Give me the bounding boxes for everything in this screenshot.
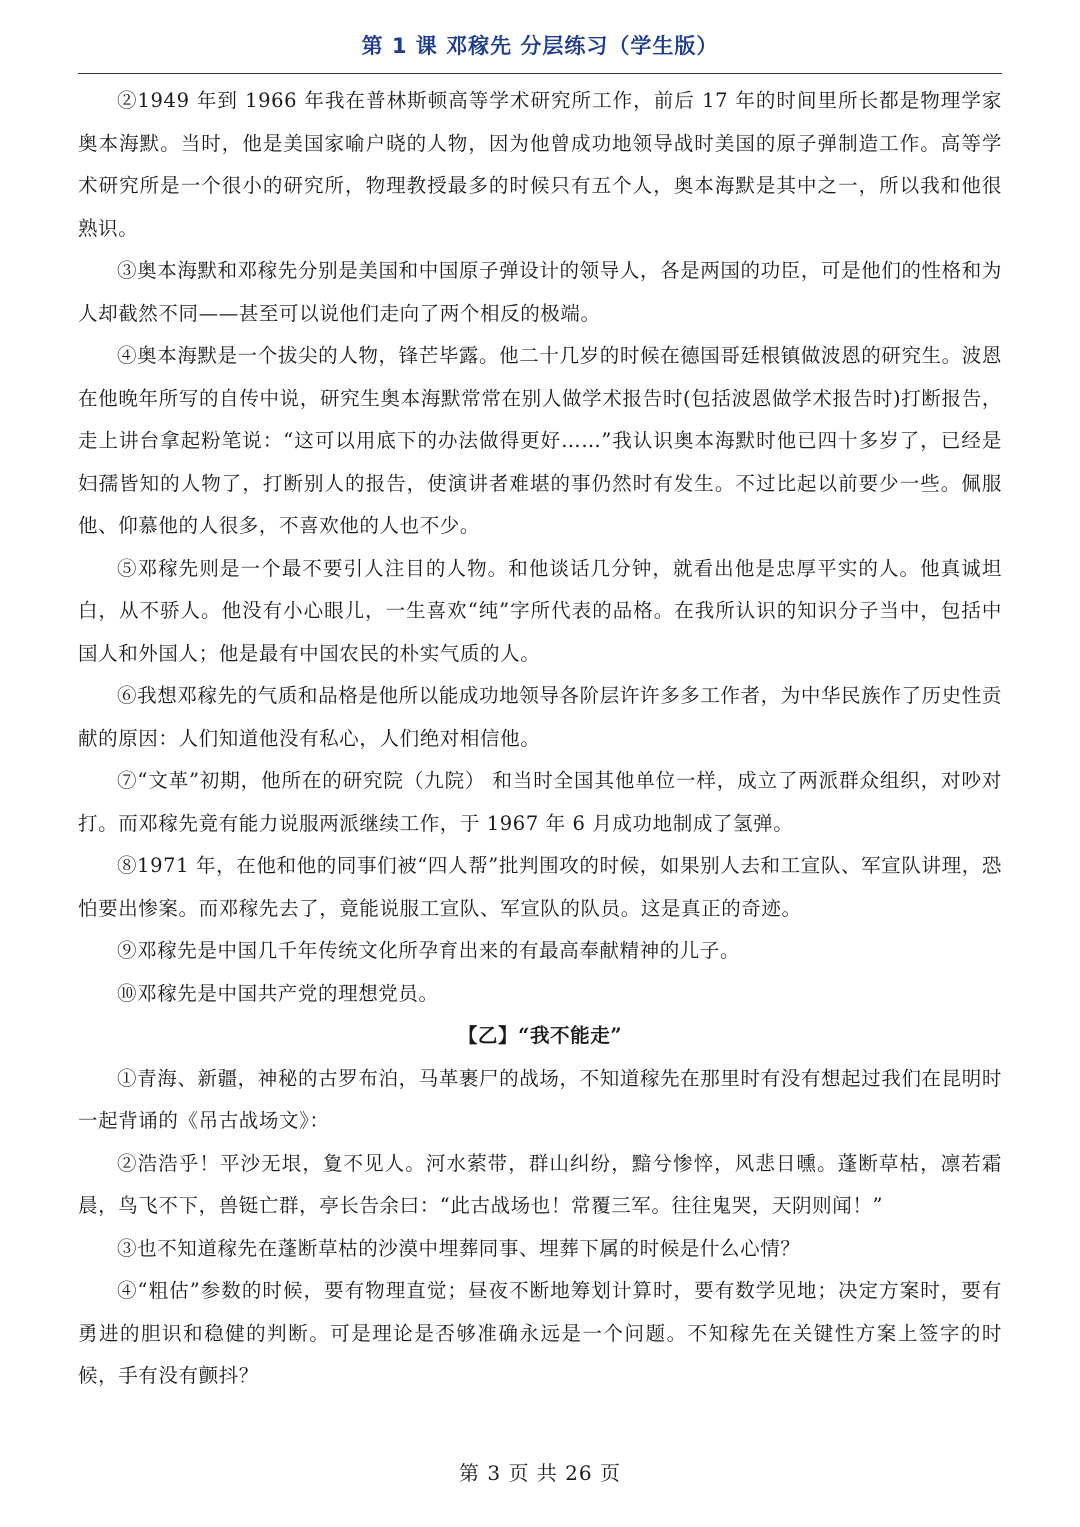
paragraph-a-6: ⑥我想邓稼先的气质和品格是他所以能成功地领导各阶层许许多多工作者，为中华民族作了历史性贡献的原因：人们知道他没有私心，人们绝对相信他。 [78, 684, 1002, 750]
page-number: 第 3 页 共 26 页 [459, 1461, 621, 1485]
paragraph-a-10: ⑩邓稼先是中国共产党的理想党员。 [117, 981, 439, 1005]
paragraph-a-2: ②1949 年到 1966 年我在普林斯顿高等学术研究所工作，前后 17 年的时间里所长都是物理学家奥本海默。当时，他是美国家喻户晓的人物，因为他曾成功地领导战时美国的原子弹制造工作。高等学术研究所是一个很小的研究所，物理教授最多的时候只有五个人，奥本海默是其中之一，所以我和他很熟识。 [78, 89, 1002, 240]
paragraph-a-5: ⑤邓稼先则是一个最不要引人注目的人物。和他谈话几分钟，就看出他是忠厚平实的人。他真诚坦白，从不骄人。他没有小心眼儿，一生喜欢“纯”字所代表的品格。在我所认识的知识分子当中，包括中国人和外国人；他是最有中国农民的朴实气质的人。 [78, 556, 1002, 665]
paragraph-b-2: ②浩浩乎！平沙无垠，夐不见人。河水萦带，群山纠纷，黯兮惨悴，风悲日曛。蓬断草枯，凛若霜晨，鸟飞不下，兽铤亡群，亭长告余曰：“此古战场也！常覆三军。往往鬼哭，天阴则闻！” [78, 1151, 1002, 1217]
paragraph-b-3: ③也不知道稼先在蓬断草枯的沙漠中埋葬同事、埋葬下属的时候是什么心情？ [117, 1236, 801, 1260]
paragraph-b-1: ①青海、新疆，神秘的古罗布泊，马革裹尸的战场，不知道稼先在那里时有没有想起过我们在昆明时一起背诵的《吊古战场文》： [78, 1066, 1002, 1132]
header-divider [78, 73, 1002, 74]
page-header [78, 28, 1002, 64]
section-b-title: 【乙】“我不能走” [457, 1024, 623, 1047]
page-title: 第 1 课 邓稼先 分层练习（学生版） [361, 34, 719, 58]
paragraph-b-4: ④“粗估”参数的时候，要有物理直觉；昼夜不断地筹划计算时，要有数学见地；决定方案时，要有勇进的胆识和稳健的判断。可是理论是否够准确永远是一个问题。不知稼先在关键性方案上签字的时候，手有没有颤抖？ [78, 1279, 1002, 1387]
paragraph-a-9: ⑨邓稼先是中国几千年传统文化所孕育出来的有最高奉献精神的儿子。 [117, 939, 741, 962]
paragraph-a-4: ④奥本海默是一个拔尖的人物，锋芒毕露。他二十几岁的时候在德国哥廷根镇做波恩的研究生。波恩在他晚年所写的自传中说，研究生奥本海默常常在别人做学术报告时(包括波恩做学术报告时)打断报告，走上讲台拿起粉笔说：“这可以用底下的办法做得更好……”我认识奥本海默时他已四十多岁了，已经是妇孺皆知的人物了，打断别人的报告，使演讲者难堪的事仍然时有发生。不过比起以前要少一些。佩服他、仰慕他的人很多，不喜欢他的人也不少。 [78, 344, 1002, 537]
paragraph-a-7: ⑦“文革”初期，他所在的研究院（九院） 和当时全国其他单位一样，成立了两派群众组织，对吵对打。而邓稼先竟有能力说服两派继续工作，于 1967 年 6 月成功地制成了氢弹。 [78, 769, 1002, 835]
paragraph-a-3: ③奥本海默和邓稼先分别是美国和中国原子弹设计的领导人，各是两国的功臣，可是他们的性格和为人却截然不同——甚至可以说他们走向了两个相反的极端。 [78, 259, 1002, 325]
article-body [78, 80, 1002, 1398]
paragraph-a-8: ⑧1971 年，在他和他的同事们被“四人帮”批判围攻的时候，如果别人去和工宣队、军宣队讲理，恐怕要出惨案。而邓稼先去了，竟能说服工宣队、军宣队的队员。这是真正的奇迹。 [78, 854, 1002, 920]
